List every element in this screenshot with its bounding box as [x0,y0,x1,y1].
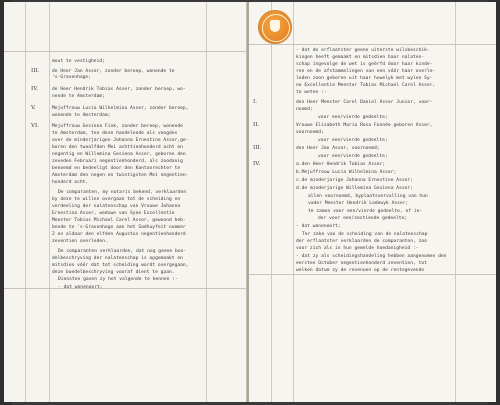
text-line: zeventien overleden. [52,239,108,244]
text-line: - dat wonenoort; [58,285,103,290]
text-line: voor een/vierde gedeelte; [318,115,388,120]
text-line: boren den twaalfden Mei achttienhonderd acht en [52,145,183,150]
text-line: mout te vestigheid; [52,59,105,64]
text-line: honderd acht. [52,180,89,185]
text-line: a.den Heer Hendrik Tobias Asser; [296,162,386,167]
section-numeral: III. [31,68,40,74]
section-numeral: VI. [31,123,40,129]
text-line: wonende te Amsterdam; [52,113,111,118]
text-line: Amsterdam den negen en twintigsten Mei negentien- [52,173,189,178]
text-line: Vrouwe Elisabeth Maria Rosa Fonnée geboren Asser, [296,123,433,128]
text-line: voor een/vierde gedeelte; [318,138,388,143]
text-line: - dat zy als scheidingshandeling hebben aangenomen den [296,254,447,259]
left-page [4,2,247,402]
left-page-text [4,2,247,402]
text-line: zeveden Februari negentienhonderd, als zoodanig [52,159,183,164]
text-line: leden zoon geboren uit haar huwelyk met wylen Sy- [296,76,433,81]
text-line: verdeeling der nalatenschap van Vrouwe Johanna [52,204,181,209]
text-line: noemd; [296,107,313,112]
text-line: Ernestina Asser, weduwe van Syne Excellentie [52,211,175,216]
text-line: de Heer Hendrik Tobias Asser, zonder beroep, wo- [52,87,186,92]
text-line: welken datum zy de revenuen op de rentegevende [296,268,425,273]
seal-shield-icon [270,20,280,32]
right-page-text [249,2,496,402]
section-numeral: III. [253,145,262,151]
text-line: te weten :- [296,90,327,95]
text-line: delbeschryving der nalatenschap is opgemaakt en [52,256,183,261]
text-line: benoemd en bedeeligt door den Kantonrechter te [52,166,181,171]
text-line: eersten October negentienhonderd zeventien, tot [296,261,427,266]
text-line: schap ingevolge de wet is geërfd door haar kinde- [296,62,433,67]
text-line: over de minderjarigen Johanna Ernestine Asser,ge- [52,138,189,143]
text-line: 's-Gravenhage; [52,75,91,80]
text-line: deze boedelbeschryving vooraf dient te gaan. [52,270,175,275]
text-line: - dat wonenoort; [296,224,341,229]
text-line: te zamen voor een/vierde gedeelte, of ie- [308,209,423,214]
text-line: ren en de afstammelingen van een vóór haar overle- [296,69,436,74]
text-line: bende te 's-Gravenhage aan het Sadhuyfeit nummer [52,225,186,230]
text-line: allen voornoemd, byplaatsvervulling van hun [308,194,428,199]
text-line: de Heer Jan Asser, zonder beroep, wonende te [52,69,175,74]
right-page [249,2,496,402]
text-line: der erflaatster verklaarden de comparanten, zoo [296,239,427,244]
text-line: Meester Tobias Michael Carel Asser, gewoond heb- [52,218,186,223]
text-line: den Heer Jan Asser, voornoemd; [296,146,380,151]
text-line: voornoemd; [296,130,324,135]
text-line: negentig en Willemina Gesiena Asser, geboren den [52,152,186,157]
coat-of-arms-seal-icon [258,10,292,44]
text-line: Mejuffrouw Gesiena Fink, zonder beroep, wonende [52,124,183,129]
text-line: ne Excellentie Meester Tobias Michael Carel Asser, [296,83,436,88]
text-line: 2 en aldaar den elfden Augustus negentienhonderd [52,232,186,237]
section-numeral: II. [253,122,260,128]
text-line: nende te Amsterdam; [52,94,105,99]
text-line: te Amsterdam, ten deze handelende als voogdes [52,131,178,136]
text-line: der voor een/zestiende gedeelte; [318,216,408,221]
text-line: voor een/vierde gedeelte; [318,154,388,159]
text-line: d.de minderjarige Willemina Gesiena Asser; [296,186,413,191]
text-line: Ter zake van de scheiding van de nalatenschap [302,232,428,237]
text-line: voor zich als in hun gemelde hoedanigheid :- [296,246,419,251]
text-line: De comparanten verklaarden, dat nog geene boe- [58,249,187,254]
text-line: b.Mejuffrouw Lucia Wilhelmina Asser; [296,170,397,175]
text-line: Diensten gaven zy het volgende te kennen :- [58,277,178,282]
text-line: kingen heeft gemaakt en mitsdien haar nalaten- [296,55,425,60]
text-line: den Heer Meester Carel Daniel Asser Junior, voor- [296,100,433,105]
text-line: c.de minderjarige Johanna Ernestine Asser; [296,178,413,183]
text-line: vader Meester Hendrik Lodewyk Asser; [308,201,409,206]
text-line: mitsdien vóór dat tot scheiding wordt overgegaan, [52,263,189,268]
text-line: Mejuffrouw Lucia Wilhelmina Asser, zonder beroep, [52,106,189,111]
text-line: De comparanten, my notaris bekend, verklaarden [58,190,187,195]
text-line: - dat de erflaatster geene uiterste wilsbeschik- [296,48,430,53]
section-numeral: IV. [253,161,261,167]
section-numeral: IV. [31,86,39,92]
section-numeral: V. [31,105,36,111]
text-line: by deze te willen overgaan tot de scheiding en [52,197,181,202]
section-numeral: I. [253,99,257,105]
